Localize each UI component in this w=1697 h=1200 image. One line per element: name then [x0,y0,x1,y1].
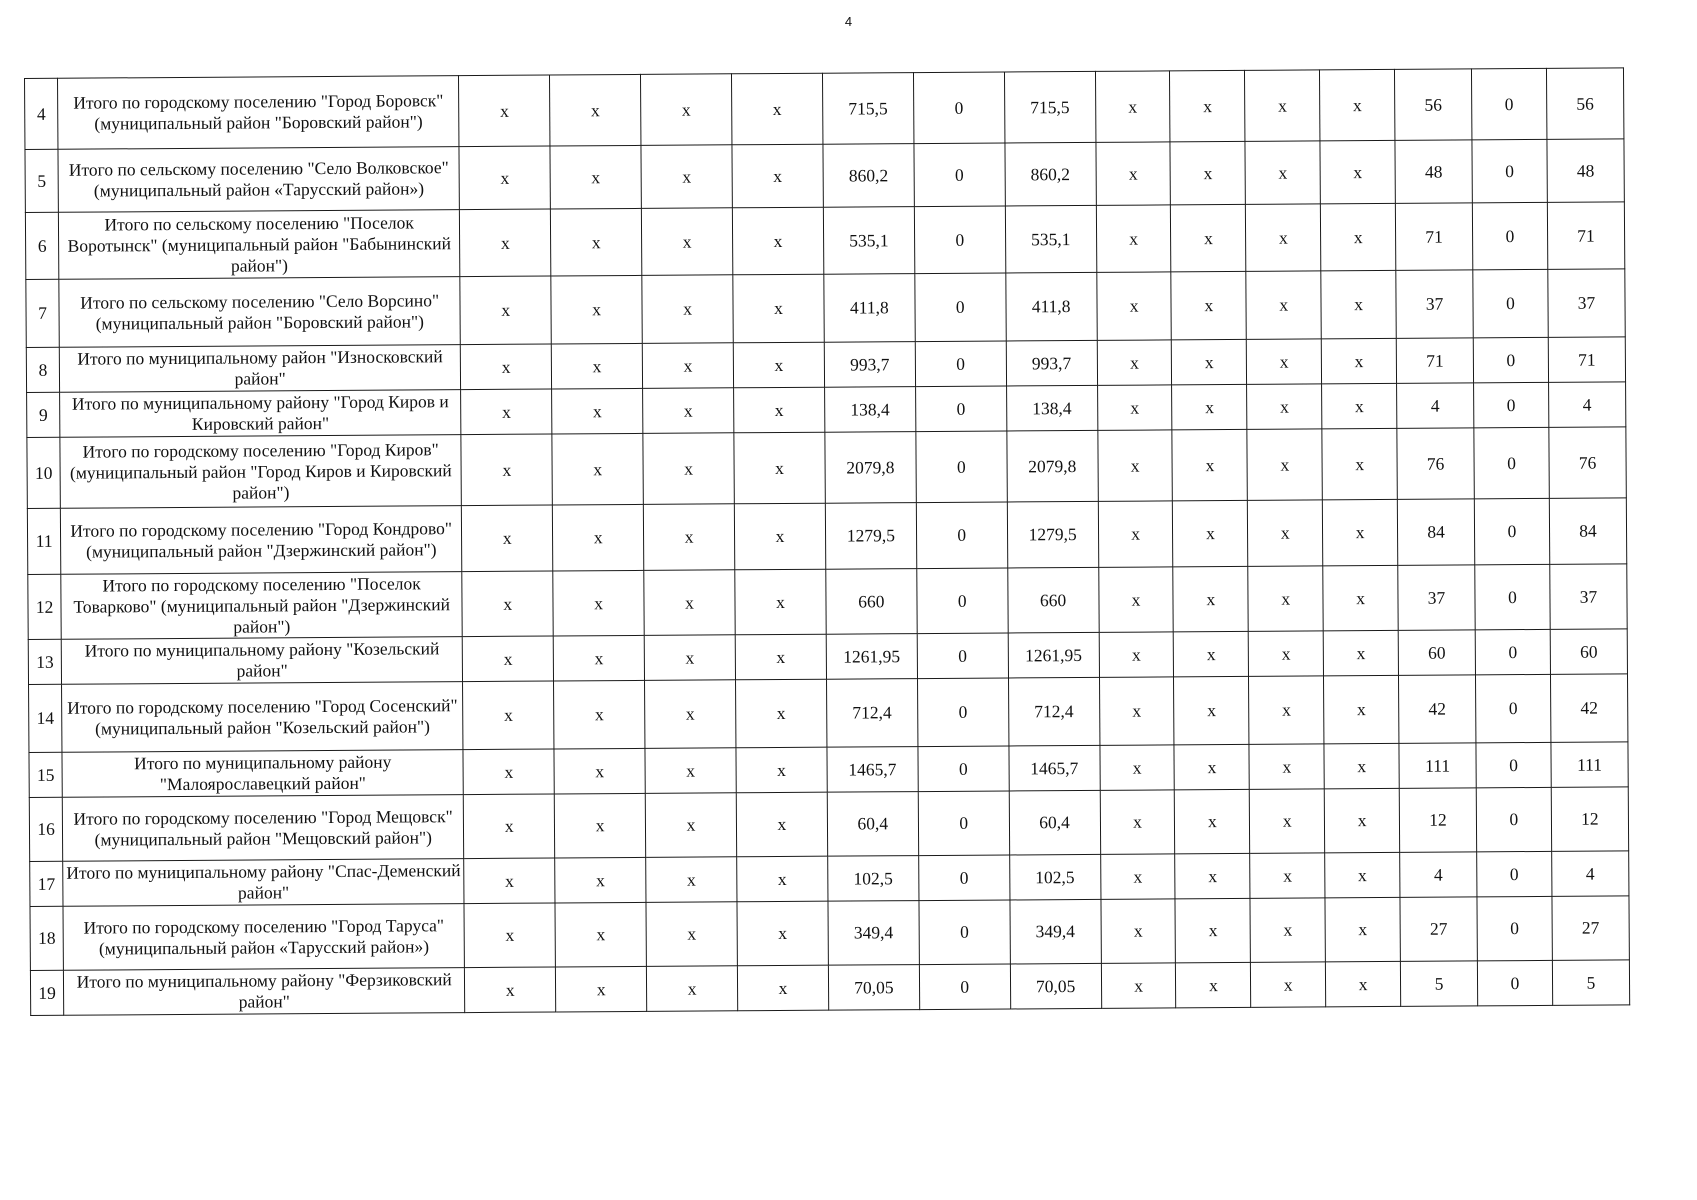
row-number: 11 [27,508,61,574]
table-row [29,674,1628,753]
table-cell: 712,4 [826,679,917,748]
table-cell: 138,4 [824,387,915,433]
table-cell: 4 [1548,382,1625,428]
table-cell: 56 [1394,69,1471,141]
table-cell: 111 [1399,743,1476,789]
table-cell: x [464,858,555,904]
table-cell: x [1175,898,1250,962]
table-cell: x [642,275,733,344]
table-cell: x [1099,677,1174,745]
row-number: 10 [27,437,61,508]
table-cell: x [731,73,822,145]
row-number: 16 [29,797,63,861]
table-cell: x [1170,70,1245,141]
row-name: Итого по муниципальному району "Козельский район" [61,637,462,685]
table-cell: x [1173,500,1248,566]
table-cell: x [553,570,644,636]
table-cell: x [463,749,554,795]
table-cell: x [1251,962,1326,1007]
table-cell: x [1245,70,1320,141]
table-cell: 0 [1477,896,1552,960]
table-cell: 0 [917,633,1008,679]
table-cell: x [551,275,642,344]
table-cell: x [552,433,643,505]
table-cell: x [737,901,828,966]
table-cell: x [555,857,646,903]
table-cell: 0 [1475,629,1550,674]
table-cell: 0 [918,746,1009,792]
table-body [25,68,1630,1016]
table-cell: 860,2 [823,144,914,208]
table-cell: x [1171,271,1246,339]
row-name: Итого по муниципальному району "Спас-Деменский район" [63,859,464,907]
table-cell: x [554,793,645,858]
table-cell: 715,5 [1004,71,1095,143]
table-cell: x [643,433,734,505]
table-cell: x [1176,962,1251,1007]
row-number: 19 [30,970,63,1015]
row-name: Итого по городскому поселению "Город Таруса" (муниципальный район «Тарусский район») [63,904,464,971]
table-cell: x [1250,789,1325,853]
table-cell: x [1096,272,1171,340]
table-cell: x [1248,566,1323,631]
table-cell: 1465,7 [1009,745,1100,791]
table-cell: 71 [1548,337,1625,383]
table-cell: 27 [1400,897,1477,962]
table-cell: x [1097,430,1172,501]
table-cell: 37 [1396,270,1473,339]
table-cell: 0 [914,206,1005,274]
table-cell: x [1246,271,1321,339]
table-cell: 0 [914,143,1005,207]
table-cell: x [734,387,825,433]
table-cell: x [1175,789,1250,853]
table-cell: x [1323,630,1398,675]
table-cell: 111 [1551,742,1628,788]
row-name: Итого по муниципальному район "Износковский район" [59,345,460,393]
table-cell: 0 [916,431,1007,503]
table-cell: x [733,342,824,388]
table-cell: 60,4 [827,792,918,857]
table-cell: 37 [1398,565,1475,631]
table-cell: x [1321,203,1396,270]
table-cell: 12 [1551,787,1629,852]
table-cell: x [732,207,823,275]
table-cell: 0 [917,568,1008,634]
table-cell: x [645,793,736,858]
table-cell: 71 [1395,203,1472,271]
row-name: Итого по городскому поселению "Город Боровск" (муниципальный район "Боровский район") [58,76,460,150]
table-cell: x [1249,744,1324,789]
table-cell: x [1172,339,1247,384]
table-cell: x [1325,897,1400,961]
table-cell: x [641,74,732,146]
table-cell: 715,5 [822,73,913,145]
table-cell: x [552,504,643,571]
table-cell: x [1175,853,1250,898]
table-cell: x [463,794,554,859]
table-cell: x [644,570,735,636]
table-cell: 535,1 [1005,205,1096,273]
table-cell: x [732,144,823,208]
table-cell: 0 [1477,851,1552,896]
row-number: 6 [25,212,59,279]
table-cell: x [1324,743,1399,788]
table-cell: x [1321,338,1396,383]
row-name: Итого по муниципальному району "Ферзиковский район" [64,968,465,1016]
row-number: 14 [29,684,63,752]
table-cell: x [464,903,555,968]
table-cell: x [1171,204,1246,271]
table-cell: x [550,74,641,146]
table-cell: 0 [919,900,1010,965]
table-cell: 5 [1400,961,1477,1007]
table-cell: x [1326,961,1401,1006]
table-cell: 411,8 [1005,272,1096,341]
table-cell: 27 [1552,896,1630,961]
table-cell: x [1096,205,1171,272]
table-cell: 76 [1549,427,1627,499]
table-cell: 70,05 [828,965,919,1011]
table-cell: 48 [1395,140,1472,204]
table-row [26,269,1625,348]
table-cell: 712,4 [1008,677,1099,746]
table-cell: x [462,505,553,572]
table-cell: 42 [1550,674,1628,743]
table-cell: 0 [1476,742,1551,787]
data-table [24,67,1630,1016]
table-cell: 84 [1549,498,1627,565]
table-cell: x [645,748,736,794]
page-number: 4 [844,14,853,29]
table-cell: 0 [1472,139,1547,202]
table-cell: x [554,680,645,749]
row-name: Итого по городскому поселению "Город Кондрово" (муниципальный район "Дзержинский район") [61,506,463,575]
table-cell: x [735,679,826,748]
table-cell: 102,5 [828,856,919,902]
table-cell: 56 [1546,68,1624,140]
table-cell: 1261,95 [1008,632,1099,678]
row-number: 7 [26,279,60,347]
table-cell: 660 [826,569,917,635]
table-cell: 411,8 [824,274,915,343]
table-cell: x [459,75,550,147]
row-name: Итого по городскому поселению "Город Мещовск" (муниципальный район "Мещовский район") [62,795,463,862]
table-cell: 860,2 [1005,142,1096,206]
table-cell: 660 [1007,567,1098,633]
table-cell: x [550,145,641,209]
table-cell: x [465,967,556,1013]
table-cell: x [641,208,732,276]
table-cell: x [1322,383,1397,428]
row-number: 4 [25,78,59,149]
row-name: Итого по муниципальному району "Город Киров и Кировский район" [60,390,461,438]
table-cell: x [1098,501,1173,567]
table-cell: x [646,902,737,967]
table-cell: x [1247,339,1322,384]
table-cell: 2079,8 [825,432,916,504]
table-cell: x [1248,631,1323,676]
table-cell: 1465,7 [827,747,918,793]
table-cell: x [1174,676,1249,744]
table-cell: x [462,636,553,682]
table-cell: x [555,902,646,967]
table-cell: x [1249,676,1324,744]
table-cell: x [1097,340,1172,385]
table-cell: 993,7 [1006,340,1097,386]
table-row [30,896,1629,971]
table-cell: 0 [919,964,1010,1010]
table-cell: 37 [1548,269,1626,338]
table-cell: 4 [1400,852,1477,898]
table-cell: 0 [1477,960,1552,1005]
table-cell: 0 [918,791,1009,856]
table-cell: 0 [915,341,1006,387]
table-cell: 102,5 [1009,854,1100,900]
table-cell: 84 [1397,499,1474,566]
table-cell: x [1101,963,1176,1008]
table-cell: 60,4 [1009,790,1100,855]
table-cell: 4 [1552,851,1629,897]
table-cell: 1261,95 [826,634,917,680]
row-number: 8 [26,347,59,392]
table-cell: x [1323,565,1398,630]
row-number: 18 [30,906,64,970]
table-row [25,68,1624,150]
table-cell: x [1247,429,1322,500]
table-cell: x [1325,852,1400,897]
table-cell: x [735,634,826,680]
table-cell: 37 [1550,564,1628,630]
table-cell: x [1174,744,1249,789]
table-cell: x [556,966,647,1012]
table-cell: x [1100,745,1175,790]
table-cell: x [645,680,736,749]
table-cell: x [459,146,550,210]
table-cell: x [1096,142,1171,205]
table-cell: x [1170,141,1245,204]
table-cell: x [736,747,827,793]
table-cell: x [1322,428,1397,499]
table-cell: 71 [1396,338,1473,384]
table-cell: 0 [1474,498,1549,564]
table-cell: x [1324,675,1399,743]
row-name: Итого по муниципальному району "Малоярославецкий район" [62,750,463,798]
table-cell: x [646,857,737,903]
table-cell: 0 [1475,564,1550,629]
table-cell: 1279,5 [1007,501,1098,568]
table-row [25,202,1624,280]
table-cell: 76 [1397,428,1474,500]
table-cell: x [1173,566,1248,631]
row-name: Итого по сельскому поселению "Поселок Воротынск" (муниципальный район "Бабынинский район") [59,210,461,280]
row-number: 13 [28,639,61,684]
table-cell: 0 [1476,674,1551,742]
table-cell: x [1320,69,1395,140]
table-cell: x [461,344,552,390]
table-cell: x [737,856,828,902]
table-cell: x [460,276,551,345]
table-cell: 5 [1552,960,1629,1006]
table-row [28,564,1627,640]
row-number: 9 [27,392,60,437]
row-name: Итого по сельскому поселению "Село Ворсино" (муниципальный район "Боровский район") [59,277,461,348]
table-cell: 535,1 [823,207,914,275]
table-cell: x [1172,384,1247,429]
table-cell: x [643,388,734,434]
table-row [27,427,1626,509]
table-cell: 0 [1473,337,1548,382]
table-cell: 0 [917,678,1008,747]
row-name: Итого по городскому поселению "Город Киров" (муниципальный район "Город Киров и Кировский район") [60,435,462,509]
table-cell: 42 [1399,675,1476,744]
table-cell: 0 [1471,68,1546,139]
table-cell: 0 [1476,787,1551,851]
table-cell: x [733,274,824,343]
table-cell: 4 [1397,383,1474,429]
table-cell: x [644,635,735,681]
table-cell: x [646,966,737,1012]
table-cell: 0 [1474,382,1549,427]
table-cell: x [1100,790,1175,854]
table-cell: x [553,635,644,681]
table-cell: 349,4 [828,901,919,966]
row-name: Итого по городскому поселению "Поселок Товарково" (муниципальный район "Дзержинский район") [61,572,463,640]
table-row [27,498,1626,575]
table-cell: 60 [1398,630,1475,676]
table-cell: x [1322,499,1397,565]
table-cell: x [1098,567,1173,632]
table-cell: 2079,8 [1007,430,1098,502]
table-cell: 0 [913,72,1004,144]
table-cell: 1279,5 [825,503,916,570]
table-cell: x [463,681,554,750]
table-cell: x [1097,385,1172,430]
table-cell: 12 [1399,788,1476,853]
table-cell: 70,05 [1010,963,1101,1009]
table-cell: x [461,434,552,506]
table-cell: x [735,569,826,635]
table-cell: 60 [1550,629,1627,675]
table-cell: x [1250,853,1325,898]
row-number: 12 [28,574,62,639]
table-cell: 48 [1547,139,1625,203]
table-row [29,787,1628,862]
table-cell: x [737,965,828,1011]
row-number: 5 [25,149,59,212]
table-cell: x [551,208,642,276]
table-cell: x [1095,71,1170,142]
row-number: 15 [29,752,62,797]
table-cell: 138,4 [1006,385,1097,431]
table-cell: 71 [1547,202,1625,270]
table-cell: 993,7 [824,342,915,388]
table-cell: x [1172,429,1247,500]
table-cell: x [461,389,552,435]
table-cell: x [460,209,551,277]
table-cell: x [1174,631,1249,676]
table-cell: x [1248,500,1323,566]
table-cell: x [551,343,642,389]
row-name: Итого по городскому поселению "Город Сосенский" (муниципальный район "Козельский район") [62,682,464,753]
table-cell: x [734,503,825,570]
table-cell: x [641,145,732,209]
table-cell: x [1320,140,1395,203]
row-name: Итого по сельскому поселению "Село Волковское" (муниципальный район «Тарусский район») [58,147,459,213]
table-cell: x [462,571,553,637]
table-cell: 349,4 [1010,899,1101,964]
table-cell: x [734,432,825,504]
table-cell: x [643,504,734,571]
table-cell: 0 [915,273,1006,342]
table-cell: x [1321,270,1396,338]
row-number: 17 [30,861,63,906]
table-cell: x [552,388,643,434]
table-cell: 0 [915,386,1006,432]
table-cell: x [1250,898,1325,962]
table-cell: 0 [918,855,1009,901]
table-row [25,139,1624,213]
table-cell: x [1247,384,1322,429]
table-cell: 0 [1473,269,1548,337]
table-cell: x [1099,632,1174,677]
table-cell: 0 [1472,202,1547,269]
table-cell: x [1245,141,1320,204]
table-cell: x [1246,204,1321,271]
table-cell: x [1101,899,1176,963]
table-cell: x [736,792,827,857]
table-cell: 0 [916,502,1007,569]
table-cell: x [554,748,645,794]
table-cell: x [642,343,733,389]
table-cell: x [1100,854,1175,899]
table-cell: 0 [1474,427,1549,498]
table-row [30,960,1629,1016]
table-cell: x [1324,788,1399,852]
